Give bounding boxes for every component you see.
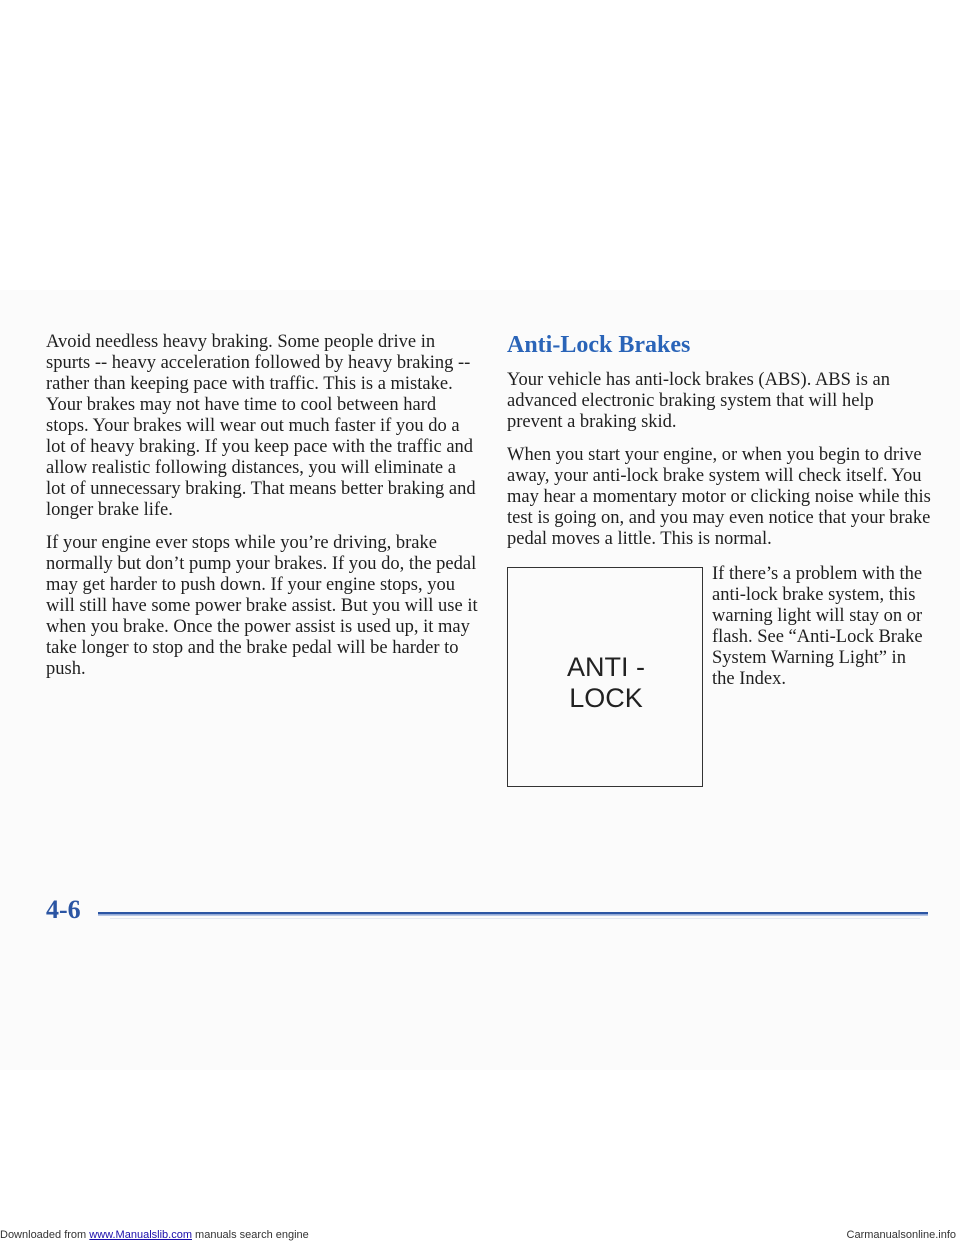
paragraph-abs-intro: Your vehicle has anti-lock brakes (ABS). ABS is an advanced electronic braking system that will help prevent a braking skid. bbox=[507, 370, 890, 432]
warning-light-line-1: ANTI - bbox=[567, 652, 645, 682]
page-number: 4-6 bbox=[46, 895, 81, 924]
right-column bbox=[507, 330, 932, 804]
download-prefix: Downloaded from bbox=[0, 1229, 90, 1241]
paragraph-engine-stops: If your engine ever stops while you’re driving, brake normally but don’t pump your brakes. If you do, the pedal may get harder to push down. If your engine stops, you will still have some power brake assist. But you will use it when you brake. Once the power assist is used up, it may take longer to stop and the brake pedal will be harder to push. bbox=[46, 533, 478, 679]
warning-light-label bbox=[508, 652, 704, 714]
paragraph-abs-self-check: When you start your engine, or when you begin to drive away, your anti-lock brake system will check itself. You may hear a momentary motor or clicking noise while this test is going on, and you may even notice that your brake pedal moves a little. This is normal. bbox=[507, 445, 931, 549]
download-source bbox=[0, 1228, 309, 1242]
anti-lock-warning-light-icon bbox=[507, 567, 703, 787]
manual-page bbox=[0, 290, 960, 1070]
warning-light-caption-block bbox=[712, 564, 932, 690]
left-column bbox=[46, 332, 478, 692]
bottom-margin bbox=[0, 1070, 960, 1242]
watermark: Carmanualsonline.info bbox=[846, 1229, 956, 1241]
download-bar bbox=[0, 1226, 960, 1242]
top-margin bbox=[0, 0, 960, 290]
warning-light-caption: If there’s a problem with the anti-lock brake system, this warning light will stay on or flash. See “Anti-Lock Brake System Warning Light” in the Index. bbox=[712, 564, 923, 689]
section-heading: Anti-Lock Brakes bbox=[507, 332, 691, 358]
manualslib-link[interactable]: www.Manualslib.com bbox=[89, 1229, 192, 1241]
footer-rule-shadow bbox=[110, 918, 920, 919]
paragraph-heavy-braking: Avoid needless heavy braking. Some people drive in spurts -- heavy acceleration followed by heavy braking -- rather than keeping pace with traffic. This is a mistake. Your brakes may not have time to cool between hard stops. Your brakes will wear out much faster if you do a lot of heavy braking. If you keep pace with the traffic and allow realistic following distances, you will eliminate a lot of unnecessary braking. That means better braking and longer brake life. bbox=[46, 332, 476, 520]
download-suffix: manuals search engine bbox=[191, 1229, 309, 1241]
warning-light-section bbox=[507, 564, 932, 804]
footer-rule bbox=[98, 912, 928, 916]
warning-light-line-2: LOCK bbox=[569, 683, 643, 713]
